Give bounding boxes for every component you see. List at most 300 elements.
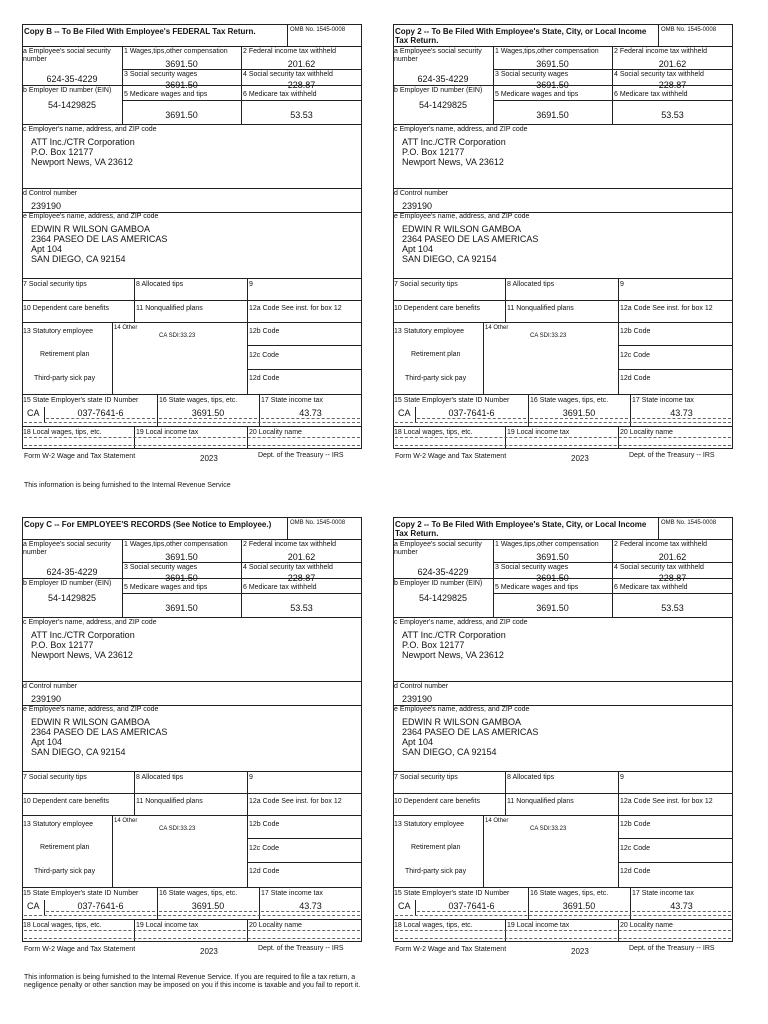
ssn-value: 624-35-4229: [417, 567, 469, 577]
employer-label: c Employer's name, address, and ZIP code: [23, 619, 157, 626]
box9-label: 9: [620, 774, 624, 781]
employee-label: e Employee's name, address, and ZIP code: [23, 213, 159, 220]
grid-row-10: [22, 793, 362, 794]
box18-label: 18 Local wages, tips, etc.: [23, 429, 102, 436]
state-wages: 3691.50: [159, 901, 257, 912]
box8-label: 8 Allocated tips: [136, 281, 184, 288]
employee-address-1: 2364 PASEO DE LAS AMERICAS: [31, 727, 168, 737]
box14-value: CA SDI:33.23: [530, 333, 567, 339]
grid-row-10: [393, 300, 733, 301]
box20-label: 20 Locality name: [249, 429, 302, 436]
control-divider: [393, 681, 733, 682]
control-divider: [22, 681, 362, 682]
box2-label: 2 Federal income tax withheld: [614, 541, 707, 548]
ein-value: 54-1429825: [47, 100, 97, 110]
ein-value: 54-1429825: [418, 100, 468, 110]
medicare-tax-value: 53.53: [661, 603, 684, 613]
box16-label: 16 State wages, tips, etc.: [530, 890, 609, 897]
state-dash-line: [24, 915, 360, 916]
employee-address-1: 2364 PASEO DE LAS AMERICAS: [402, 727, 539, 737]
fed-tax-value: 201.62: [287, 552, 316, 562]
box16-label: 16 State wages, tips, etc.: [159, 397, 238, 404]
box17-label: 17 State income tax: [261, 890, 323, 897]
employer-name: ATT Inc./CTR Corporation: [31, 137, 135, 147]
box19-label: 19 Local income tax: [507, 922, 570, 929]
grid-row-13: [393, 815, 733, 816]
box20-label: 20 Locality name: [620, 429, 673, 436]
dept-treasury: Dept. of the Treasury -- IRS: [258, 452, 344, 459]
w2-copy-2-state: [393, 24, 733, 463]
employee-address-2: Apt 104: [31, 244, 63, 254]
employer-address-2: Newport News, VA 23612: [402, 157, 504, 167]
local-dash-line-1: [24, 437, 360, 438]
state-code: CA: [27, 408, 40, 418]
employee-address-3: SAN DIEGO, CA 92154: [31, 747, 126, 757]
ss-wages-value: 3691.50: [536, 573, 569, 583]
box11-label: 11 Nonqualified plans: [136, 798, 203, 805]
employer-address-2: Newport News, VA 23612: [31, 157, 133, 167]
ss-wages-value: 3691.50: [165, 573, 198, 583]
employee-label: e Employee's name, address, and ZIP code: [23, 706, 159, 713]
box11-label: 11 Nonqualified plans: [507, 798, 574, 805]
box16-label: 16 State wages, tips, etc.: [159, 890, 238, 897]
grid-col-14: [483, 815, 484, 887]
medicare-wages-value: 3691.50: [165, 110, 198, 120]
grid-row-12c: [247, 345, 362, 346]
state-wages: 3691.50: [530, 408, 628, 419]
ein-label: b Employer ID number (EIN): [23, 87, 112, 94]
box3-label: 3 Social security wages: [495, 71, 569, 78]
local-dash-line-2: [24, 445, 360, 446]
box13-label: 13 Statutory employee: [394, 821, 465, 828]
state-tax: 43.73: [632, 901, 731, 912]
state-code-divider: [44, 407, 45, 422]
box6-label: 6 Medicare tax withheld: [614, 584, 688, 591]
employee-address-3: SAN DIEGO, CA 92154: [402, 747, 497, 757]
box18-label: 18 Local wages, tips, etc.: [23, 922, 102, 929]
box16-label: 16 State wages, tips, etc.: [530, 397, 609, 404]
grid-row-15: [393, 887, 733, 888]
box1-label: 1 Wages,tips,other compensation: [124, 48, 228, 55]
ein-label: b Employer ID number (EIN): [394, 580, 483, 587]
state-dash-line: [24, 422, 360, 423]
employee-address-2: Apt 104: [402, 244, 434, 254]
box5-label: 5 Medicare wages and tips: [124, 584, 208, 591]
grid-row-18: [22, 426, 362, 427]
employer-label: c Employer's name, address, and ZIP code: [394, 619, 528, 626]
fed-tax-value: 201.62: [658, 552, 687, 562]
box19-label: 19 Local income tax: [507, 429, 570, 436]
ssn-value: 624-35-4229: [46, 74, 98, 84]
ein-value: 54-1429825: [418, 593, 468, 603]
box17-label: 17 State income tax: [632, 890, 694, 897]
disclaimer-copy-b: This information is being furnished to the Internal Revenue Service: [24, 482, 231, 489]
control-value: 239190: [402, 201, 433, 211]
box13-label: 13 Statutory employee: [394, 328, 465, 335]
omb-number: OMB No. 1545-0008: [661, 27, 717, 33]
grid-row-15: [22, 887, 362, 888]
grid-col-1: [505, 278, 506, 322]
row-3-divider: [393, 617, 733, 618]
box12d-label: 12d Code: [249, 375, 280, 382]
row-1-divider: [122, 562, 362, 563]
dept-treasury: Dept. of the Treasury -- IRS: [629, 452, 715, 459]
box14-value: CA SDI:33.23: [159, 333, 196, 339]
grid-col-1: [134, 278, 135, 322]
dept-treasury: Dept. of the Treasury -- IRS: [629, 945, 715, 952]
copy-title: Copy C -- For EMPLOYEE'S RECORDS (See Notice to Employee.): [24, 520, 272, 529]
grid-col-1: [505, 771, 506, 815]
state-id: 037-7641-6: [417, 408, 526, 419]
box12b-label: 12b Code: [249, 821, 280, 828]
ss-tax-value: 228.87: [658, 80, 687, 90]
row-medicare-divider: [493, 593, 733, 594]
box12c-label: 12c Code: [249, 845, 279, 852]
disclaimer-copy-c: This information is being furnished to the Internal Revenue Service. If you are required to file a tax return, a negligence penalty or other sanction may be imposed on you if this income is taxable and you fail to report it.: [24, 974, 361, 989]
row-3-divider: [22, 124, 362, 125]
state-code-divider: [44, 900, 45, 915]
grid-row-12d: [618, 862, 733, 863]
state-id: 037-7641-6: [46, 408, 155, 419]
omb-number: OMB No. 1545-0008: [661, 520, 717, 526]
box12a-label: 12a Code See inst. for box 12: [249, 305, 342, 312]
box15-label: 15 State Employer's state ID Number: [23, 890, 139, 897]
employer-name: ATT Inc./CTR Corporation: [402, 137, 506, 147]
employee-address-2: Apt 104: [402, 737, 434, 747]
ss-tax-value: 228.87: [287, 80, 316, 90]
retirement-plan-label: Retirement plan: [40, 351, 90, 358]
fed-tax-value: 201.62: [658, 59, 687, 69]
employer-address-1: P.O. Box 12177: [31, 640, 94, 650]
omb-number: OMB No. 1545-0008: [290, 520, 346, 526]
ss-wages-value: 3691.50: [536, 80, 569, 90]
control-label: d Control number: [394, 683, 449, 690]
box5-label: 5 Medicare wages and tips: [495, 584, 579, 591]
row-3-divider: [22, 617, 362, 618]
wages-value: 3691.50: [165, 552, 198, 562]
fed-tax-value: 201.62: [287, 59, 316, 69]
control-value: 239190: [31, 201, 62, 211]
employee-address-3: SAN DIEGO, CA 92154: [31, 254, 126, 264]
state-tax: 43.73: [261, 408, 360, 419]
medicare-wages-value: 3691.50: [536, 603, 569, 613]
state-wages: 3691.50: [159, 408, 257, 419]
dept-treasury: Dept. of the Treasury -- IRS: [258, 945, 344, 952]
copy-title: Copy B -- To Be Filed With Employee's FEDERAL Tax Return.: [24, 27, 256, 36]
form-year: 2023: [200, 947, 218, 956]
state-wages: 3691.50: [530, 901, 628, 912]
row-medicare-divider: [122, 100, 362, 101]
grid-col-14: [483, 322, 484, 394]
form-year: 2023: [571, 454, 589, 463]
control-value: 239190: [31, 694, 62, 704]
grid-row-7: [22, 771, 362, 772]
grid-row-10: [393, 793, 733, 794]
medicare-wages-value: 3691.50: [536, 110, 569, 120]
control-value: 239190: [402, 694, 433, 704]
ssn-label: a Employee's social security number: [23, 541, 111, 556]
box4-label: 4 Social security tax withheld: [243, 71, 333, 78]
wages-value: 3691.50: [536, 59, 569, 69]
box14-value: CA SDI:33.23: [530, 826, 567, 832]
box12d-label: 12d Code: [620, 868, 651, 875]
copy-title: Copy 2 -- To Be Filed With Employee's State, City, or Local Income Tax Return.: [395, 520, 647, 538]
ssn-label: a Employee's social security number: [394, 541, 482, 556]
employer-address-2: Newport News, VA 23612: [402, 650, 504, 660]
box6-label: 6 Medicare tax withheld: [243, 91, 317, 98]
state-code-divider: [415, 407, 416, 422]
form-name: Form W-2 Wage and Tax Statement: [24, 453, 136, 460]
grid-col-14: [112, 815, 113, 887]
box12b-label: 12b Code: [620, 328, 651, 335]
box14-label: 14 Other: [114, 818, 138, 824]
state-tax: 43.73: [261, 901, 360, 912]
grid-row-18: [393, 426, 733, 427]
retirement-plan-label: Retirement plan: [411, 844, 461, 851]
box8-label: 8 Allocated tips: [136, 774, 184, 781]
employer-address-1: P.O. Box 12177: [402, 640, 465, 650]
copy-title: Copy 2 -- To Be Filed With Employee's State, City, or Local Income Tax Return.: [395, 27, 647, 45]
grid-row-12d: [247, 862, 362, 863]
third-party-sick-pay-label: Third-party sick pay: [405, 868, 467, 875]
grid-row-13: [393, 322, 733, 323]
box2-label: 2 Federal income tax withheld: [243, 48, 336, 55]
box18-label: 18 Local wages, tips, etc.: [394, 429, 473, 436]
box14-label: 14 Other: [485, 818, 509, 824]
grid-row-12c: [618, 345, 733, 346]
grid-row-15: [393, 394, 733, 395]
box7-label: 7 Social security tips: [394, 281, 458, 288]
box1-label: 1 Wages,tips,other compensation: [495, 48, 599, 55]
w2-copy-b: [22, 24, 362, 463]
box7-label: 7 Social security tips: [23, 281, 87, 288]
box11-label: 11 Nonqualified plans: [136, 305, 203, 312]
form-name: Form W-2 Wage and Tax Statement: [395, 946, 507, 953]
form-name: Form W-2 Wage and Tax Statement: [395, 453, 507, 460]
state-code: CA: [398, 408, 411, 418]
grid-row-7: [393, 771, 733, 772]
box13-label: 13 Statutory employee: [23, 328, 94, 335]
ein-label: b Employer ID number (EIN): [23, 580, 112, 587]
medicare-wages-value: 3691.50: [165, 603, 198, 613]
box19-label: 19 Local income tax: [136, 922, 199, 929]
box12c-label: 12c Code: [249, 352, 279, 359]
row-3-divider: [393, 124, 733, 125]
box5-label: 5 Medicare wages and tips: [124, 91, 208, 98]
row-1-divider: [493, 69, 733, 70]
ss-wages-value: 3691.50: [165, 80, 198, 90]
box9-label: 9: [249, 774, 253, 781]
box10-label: 10 Dependent care benefits: [394, 305, 481, 312]
grid-row-18: [393, 919, 733, 920]
w2-copy-2-state-lower: [393, 517, 733, 956]
employee-name: EDWIN R WILSON GAMBOA: [31, 717, 151, 727]
medicare-tax-value: 53.53: [661, 110, 684, 120]
ss-tax-value: 228.87: [658, 573, 687, 583]
box12b-label: 12b Code: [620, 821, 651, 828]
employee-name: EDWIN R WILSON GAMBOA: [402, 717, 522, 727]
employee-address-1: 2364 PASEO DE LAS AMERICAS: [31, 234, 168, 244]
box12a-label: 12a Code See inst. for box 12: [249, 798, 342, 805]
employee-address-2: Apt 104: [31, 737, 63, 747]
ssn-value: 624-35-4229: [46, 567, 98, 577]
row-1-divider: [493, 562, 733, 563]
box12d-label: 12d Code: [249, 868, 280, 875]
employer-name: ATT Inc./CTR Corporation: [402, 630, 506, 640]
box4-label: 4 Social security tax withheld: [243, 564, 333, 571]
state-id: 037-7641-6: [46, 901, 155, 912]
box2-label: 2 Federal income tax withheld: [614, 48, 707, 55]
control-divider: [393, 188, 733, 189]
retirement-plan-label: Retirement plan: [40, 844, 90, 851]
box7-label: 7 Social security tips: [23, 774, 87, 781]
form-year: 2023: [571, 947, 589, 956]
local-dash-line-1: [24, 930, 360, 931]
employer-label: c Employer's name, address, and ZIP code: [23, 126, 157, 133]
grid-col-2: [247, 278, 248, 394]
ein-value: 54-1429825: [47, 593, 97, 603]
box8-label: 8 Allocated tips: [507, 281, 555, 288]
box5-label: 5 Medicare wages and tips: [495, 91, 579, 98]
control-label: d Control number: [23, 683, 78, 690]
employee-name: EDWIN R WILSON GAMBOA: [31, 224, 151, 234]
third-party-sick-pay-label: Third-party sick pay: [34, 375, 96, 382]
grid-row-13: [22, 322, 362, 323]
state-dash-line: [395, 422, 731, 423]
third-party-sick-pay-label: Third-party sick pay: [405, 375, 467, 382]
box1-label: 1 Wages,tips,other compensation: [495, 541, 599, 548]
grid-row-18: [22, 919, 362, 920]
box19-label: 19 Local income tax: [136, 429, 199, 436]
employee-label: e Employee's name, address, and ZIP code: [394, 706, 530, 713]
ssn-label: a Employee's social security number: [23, 48, 111, 63]
box18-label: 18 Local wages, tips, etc.: [394, 922, 473, 929]
grid-col-2: [618, 771, 619, 887]
employer-label: c Employer's name, address, and ZIP code: [394, 126, 528, 133]
state-id: 037-7641-6: [417, 901, 526, 912]
employer-address-2: Newport News, VA 23612: [31, 650, 133, 660]
state-code: CA: [398, 901, 411, 911]
box9-label: 9: [620, 281, 624, 288]
local-dash-line-2: [395, 445, 731, 446]
ssn-value: 624-35-4229: [417, 74, 469, 84]
box8-label: 8 Allocated tips: [507, 774, 555, 781]
employer-address-1: P.O. Box 12177: [31, 147, 94, 157]
box1-label: 1 Wages,tips,other compensation: [124, 541, 228, 548]
ss-tax-value: 228.87: [287, 573, 316, 583]
state-code: CA: [27, 901, 40, 911]
box13-label: 13 Statutory employee: [23, 821, 94, 828]
grid-row-7: [22, 278, 362, 279]
box15-label: 15 State Employer's state ID Number: [394, 890, 510, 897]
box12d-label: 12d Code: [620, 375, 651, 382]
employer-address-1: P.O. Box 12177: [402, 147, 465, 157]
box15-label: 15 State Employer's state ID Number: [23, 397, 139, 404]
box11-label: 11 Nonqualified plans: [507, 305, 574, 312]
row-medicare-divider: [122, 593, 362, 594]
box12c-label: 12c Code: [620, 845, 650, 852]
row-medicare-divider: [493, 100, 733, 101]
state-dash-line: [395, 915, 731, 916]
row-1-divider: [122, 69, 362, 70]
box14-label: 14 Other: [485, 325, 509, 331]
box10-label: 10 Dependent care benefits: [23, 798, 110, 805]
grid-col-2: [247, 771, 248, 887]
local-dash-line-1: [395, 930, 731, 931]
box3-label: 3 Social security wages: [124, 71, 198, 78]
box6-label: 6 Medicare tax withheld: [614, 91, 688, 98]
box9-label: 9: [249, 281, 253, 288]
local-dash-line-2: [395, 938, 731, 939]
wages-value: 3691.50: [536, 552, 569, 562]
box20-label: 20 Locality name: [620, 922, 673, 929]
w2-copy-c: [22, 517, 362, 956]
employer-name: ATT Inc./CTR Corporation: [31, 630, 135, 640]
form-name: Form W-2 Wage and Tax Statement: [24, 946, 136, 953]
employee-address-3: SAN DIEGO, CA 92154: [402, 254, 497, 264]
grid-row-12c: [618, 838, 733, 839]
box12b-label: 12b Code: [249, 328, 280, 335]
employee-label: e Employee's name, address, and ZIP code: [394, 213, 530, 220]
omb-number: OMB No. 1545-0008: [290, 27, 346, 33]
grid-col-14: [112, 322, 113, 394]
box7-label: 7 Social security tips: [394, 774, 458, 781]
grid-row-12d: [247, 369, 362, 370]
grid-col-2: [618, 278, 619, 394]
state-code-divider: [415, 900, 416, 915]
box3-label: 3 Social security wages: [495, 564, 569, 571]
box4-label: 4 Social security tax withheld: [614, 71, 704, 78]
box14-label: 14 Other: [114, 325, 138, 331]
ssn-label: a Employee's social security number: [394, 48, 482, 63]
state-tax: 43.73: [632, 408, 731, 419]
box12c-label: 12c Code: [620, 352, 650, 359]
box20-label: 20 Locality name: [249, 922, 302, 929]
box4-label: 4 Social security tax withheld: [614, 564, 704, 571]
local-dash-line-1: [395, 437, 731, 438]
grid-col-1: [134, 771, 135, 815]
control-divider: [22, 188, 362, 189]
third-party-sick-pay-label: Third-party sick pay: [34, 868, 96, 875]
ein-label: b Employer ID number (EIN): [394, 87, 483, 94]
grid-row-10: [22, 300, 362, 301]
box3-label: 3 Social security wages: [124, 564, 198, 571]
grid-row-15: [22, 394, 362, 395]
medicare-tax-value: 53.53: [290, 110, 313, 120]
box12a-label: 12a Code See inst. for box 12: [620, 798, 713, 805]
local-dash-line-2: [24, 938, 360, 939]
box10-label: 10 Dependent care benefits: [23, 305, 110, 312]
grid-row-12c: [247, 838, 362, 839]
grid-row-13: [22, 815, 362, 816]
wages-value: 3691.50: [165, 59, 198, 69]
form-year: 2023: [200, 454, 218, 463]
medicare-tax-value: 53.53: [290, 603, 313, 613]
employee-name: EDWIN R WILSON GAMBOA: [402, 224, 522, 234]
box17-label: 17 State income tax: [261, 397, 323, 404]
box17-label: 17 State income tax: [632, 397, 694, 404]
box2-label: 2 Federal income tax withheld: [243, 541, 336, 548]
grid-row-7: [393, 278, 733, 279]
employee-address-1: 2364 PASEO DE LAS AMERICAS: [402, 234, 539, 244]
box10-label: 10 Dependent care benefits: [394, 798, 481, 805]
grid-row-12d: [618, 369, 733, 370]
box12a-label: 12a Code See inst. for box 12: [620, 305, 713, 312]
control-label: d Control number: [23, 190, 78, 197]
box14-value: CA SDI:33.23: [159, 826, 196, 832]
retirement-plan-label: Retirement plan: [411, 351, 461, 358]
box15-label: 15 State Employer's state ID Number: [394, 397, 510, 404]
